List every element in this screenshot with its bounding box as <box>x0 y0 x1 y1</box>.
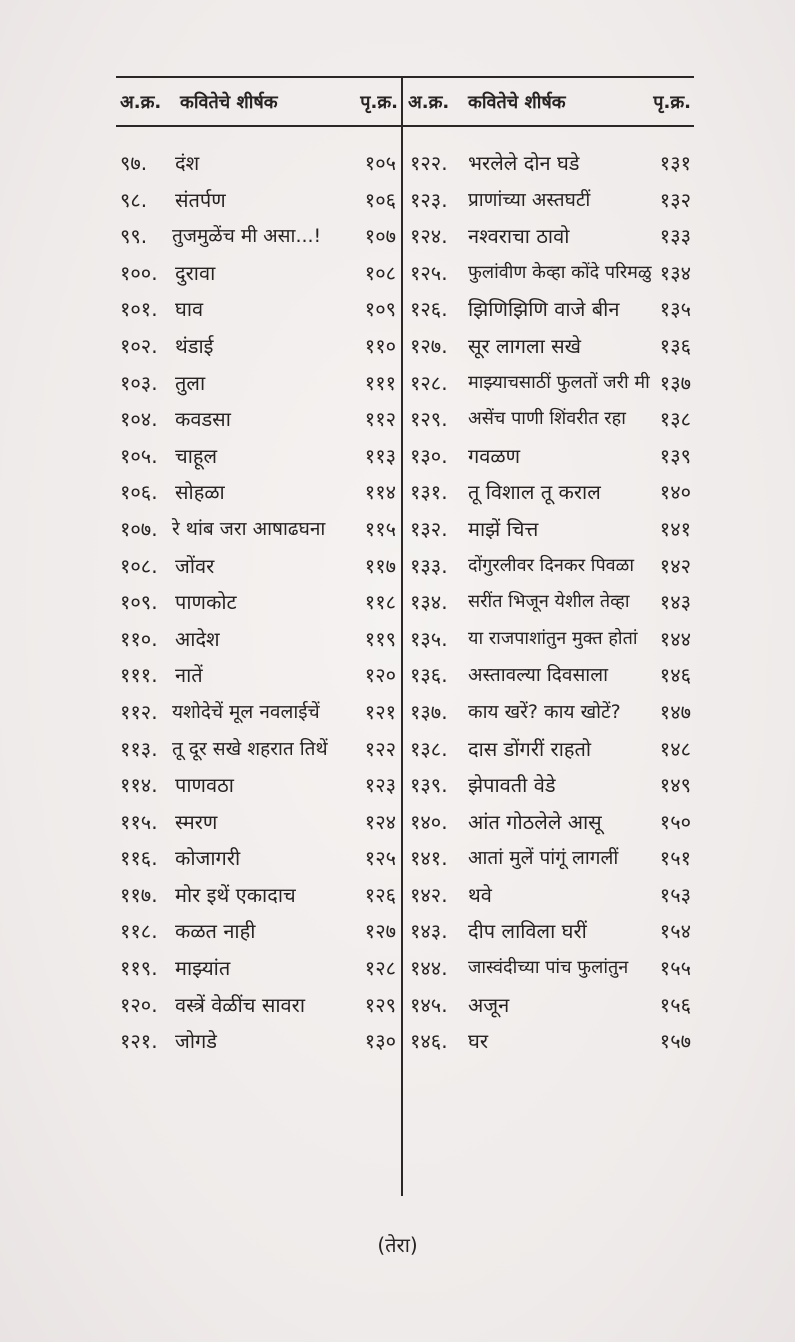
contents-entry <box>410 474 691 511</box>
contents-entry <box>410 694 691 731</box>
entry-serial-number: ९७. <box>120 151 148 175</box>
contents-entry <box>410 877 691 914</box>
entry-poem-title: काय खरें? काय खोटें? <box>468 700 621 723</box>
entry-serial-number: १४१. <box>410 846 448 871</box>
entry-poem-title: झिणिझिणि वाजे बीन <box>468 297 620 322</box>
contents-entry <box>120 584 396 621</box>
entry-page-number: १४२ <box>659 553 691 578</box>
entry-poem-title: माझ्यांत <box>175 956 231 981</box>
entry-poem-title: तू दूर सखे शहरात तिथें <box>172 737 328 760</box>
contents-entry <box>120 767 396 804</box>
entry-page-number: १२७ <box>364 919 396 944</box>
entry-poem-title: पाणवठा <box>175 773 234 798</box>
contents-entry <box>120 291 396 328</box>
contents-entry <box>120 804 396 841</box>
entry-page-number: १२३ <box>364 773 396 798</box>
entry-page-number: १३४ <box>659 260 691 285</box>
contents-entry <box>120 657 396 694</box>
column-divider <box>401 78 403 1196</box>
entry-poem-title: जास्वंदीच्या पांच फुलांतुन <box>468 957 629 979</box>
entry-poem-title: नश्वराचा ठावो <box>468 224 570 249</box>
contents-entry <box>410 731 691 768</box>
entry-page-number: १३५ <box>659 297 691 322</box>
entry-poem-title: जोंवर <box>175 553 215 578</box>
entry-page-number: १४६ <box>659 663 691 688</box>
contents-entry <box>120 840 396 877</box>
contents-entry <box>120 145 396 182</box>
entry-serial-number: १२०. <box>120 992 158 1017</box>
header-serial-label: अ.क्र. <box>408 92 450 113</box>
entry-page-number: १०८ <box>364 260 396 285</box>
entry-poem-title: तुजमुळेंच मी असा...! <box>172 225 322 248</box>
entry-page-number: १५३ <box>659 882 691 907</box>
contents-entry <box>410 328 691 365</box>
entry-page-number: १५० <box>659 809 691 834</box>
contents-entry <box>410 511 691 548</box>
entry-serial-number: ११२. <box>120 699 158 724</box>
entry-poem-title: चाहूल <box>175 443 218 468</box>
entry-poem-title: नातें <box>175 663 203 688</box>
entry-serial-number: १४२. <box>410 882 448 907</box>
entry-poem-title: कोजागरी <box>175 846 241 871</box>
entry-page-number: १४७ <box>659 699 691 724</box>
entry-serial-number: १०४. <box>120 407 158 432</box>
contents-entry <box>410 913 691 950</box>
entry-poem-title: असेंच पाणी शिंवरीत रहा <box>468 408 626 430</box>
entry-page-number: १०५ <box>364 151 396 175</box>
entry-poem-title: कळत नाही <box>175 919 256 944</box>
contents-entry <box>410 1023 691 1060</box>
entry-poem-title: वस्त्रें वेळींच सावरा <box>175 992 306 1017</box>
entry-page-number: १२६ <box>364 882 396 907</box>
entry-poem-title: आतां मुलें पांगूं लागलीं <box>468 847 619 870</box>
contents-entry <box>410 548 691 585</box>
entry-page-number: ११४ <box>364 480 396 505</box>
entry-serial-number: ११९. <box>120 956 158 981</box>
entry-page-number: १३० <box>364 1029 396 1054</box>
entry-serial-number: १०५. <box>120 443 158 468</box>
entry-page-number: ११९ <box>364 626 396 651</box>
contents-entry <box>120 438 396 475</box>
entry-page-number: १४१ <box>659 516 691 541</box>
entry-serial-number: १२८. <box>410 370 448 395</box>
entry-serial-number: १४६. <box>410 1029 448 1054</box>
entry-poem-title: सरींत भिजून येशील तेव्हा <box>468 591 630 613</box>
entry-poem-title: आदेश <box>175 626 220 651</box>
entry-serial-number: ११३. <box>120 736 158 761</box>
entry-serial-number: ११७. <box>120 882 158 907</box>
entry-page-number: १५१ <box>659 846 691 871</box>
entry-serial-number: ११४. <box>120 773 158 798</box>
contents-entry <box>120 365 396 402</box>
header-title-label: कवितेचे शीर्षक <box>468 92 566 113</box>
entry-page-number: १२५ <box>364 846 396 871</box>
entry-page-number: १११ <box>364 370 396 395</box>
entry-serial-number: १२७. <box>410 333 448 358</box>
entry-serial-number: १०८. <box>120 553 158 578</box>
page-number: (तेरा) <box>377 1233 418 1257</box>
entry-poem-title: या राजपाशांतुन मुक्त होतां <box>468 627 638 649</box>
contents-entry <box>120 255 396 292</box>
entry-poem-title: तू विशाल तू कराल <box>468 480 601 505</box>
entry-page-number: १२४ <box>364 809 396 834</box>
contents-entry <box>120 694 396 731</box>
entry-serial-number: १३१. <box>410 480 448 505</box>
entry-serial-number: १०३. <box>120 370 158 395</box>
entry-page-number: १३१ <box>659 151 691 175</box>
entry-serial-number: १२२. <box>410 151 448 175</box>
entry-poem-title: दोंगुरलीवर दिनकर पिवळा <box>468 554 635 576</box>
contents-entry <box>410 291 691 328</box>
entry-poem-title: तुला <box>175 370 206 395</box>
entry-poem-title: कवडसा <box>175 407 231 432</box>
entry-poem-title: भरलेले दोन घडे <box>468 151 580 175</box>
entry-serial-number: १३९. <box>410 773 448 798</box>
contents-entry <box>410 365 691 402</box>
contents-entry <box>120 1023 396 1060</box>
entry-page-number: १५६ <box>659 992 691 1017</box>
header-serial-label: अ.क्र. <box>120 92 162 113</box>
entry-poem-title: माझ्याचसाठीं फुलतों जरी मी <box>468 371 650 393</box>
entry-page-number: ११५ <box>364 516 396 541</box>
contents-entry <box>120 474 396 511</box>
entry-page-number: १४० <box>659 480 691 505</box>
entry-page-number: १२१ <box>364 699 396 724</box>
entry-serial-number: १२४. <box>410 224 448 249</box>
entry-poem-title: संतर्पण <box>175 187 226 212</box>
entry-poem-title: जोगडे <box>175 1029 217 1054</box>
contents-entry <box>120 401 396 438</box>
entry-serial-number: १४४. <box>410 956 448 981</box>
contents-entry <box>410 438 691 475</box>
entry-serial-number: १३७. <box>410 699 448 724</box>
contents-entry <box>120 328 396 365</box>
entry-poem-title: गवळण <box>468 443 521 468</box>
entry-serial-number: १४५. <box>410 992 448 1017</box>
entry-serial-number: १११. <box>120 663 158 688</box>
entry-poem-title: दुरावा <box>175 260 216 285</box>
entry-poem-title: यशोदेचें मूल नवलाईचें <box>172 700 320 723</box>
entry-serial-number: १००. <box>120 260 158 285</box>
entry-poem-title: थवे <box>468 882 492 907</box>
entry-page-number: १३६ <box>659 333 691 358</box>
contents-entry <box>120 950 396 987</box>
contents-entry <box>410 401 691 438</box>
entry-poem-title: झेपावती वेडे <box>468 773 556 798</box>
entry-page-number: १३३ <box>659 224 691 249</box>
entry-serial-number: १३४. <box>410 590 448 615</box>
contents-entry <box>410 255 691 292</box>
left-contents-column <box>120 145 396 1060</box>
entry-serial-number: १२१. <box>120 1029 158 1054</box>
header-page-label: पृ.क्र. <box>360 92 398 113</box>
entry-page-number: ११० <box>364 333 396 358</box>
contents-entry <box>410 987 691 1024</box>
entry-serial-number: १४०. <box>410 809 448 834</box>
entry-poem-title: पाणकोट <box>175 590 237 615</box>
contents-entry <box>410 840 691 877</box>
entry-serial-number: १२६. <box>410 297 448 322</box>
contents-entry <box>120 511 396 548</box>
contents-entry <box>120 182 396 219</box>
entry-page-number: १३२ <box>659 187 691 212</box>
table-top-rule <box>116 76 694 78</box>
entry-serial-number: ९९. <box>120 224 148 249</box>
entry-page-number: १४८ <box>659 736 691 761</box>
entry-poem-title: स्मरण <box>175 809 218 834</box>
entry-serial-number: १४३. <box>410 919 448 944</box>
entry-poem-title: अजून <box>468 992 510 1017</box>
entry-page-number: १०६ <box>364 187 396 212</box>
entry-serial-number: १२३. <box>410 187 448 212</box>
entry-poem-title: प्राणांच्या अस्तघटीं <box>468 188 591 211</box>
entry-poem-title: दंश <box>175 151 200 175</box>
left-column-header <box>120 88 398 118</box>
entry-page-number: १३७ <box>659 370 691 395</box>
contents-entry <box>410 182 691 219</box>
contents-entry <box>410 657 691 694</box>
entry-page-number: १५५ <box>659 956 691 981</box>
entry-poem-title: रे थांब जरा आषाढघना <box>172 517 326 540</box>
contents-entry <box>120 218 396 255</box>
contents-entry <box>120 877 396 914</box>
entry-page-number: १०९ <box>364 297 396 322</box>
entry-serial-number: १३६. <box>410 663 448 688</box>
entry-poem-title: फुलांवीण केव्हा कोंदे परिमळु <box>468 261 652 283</box>
right-contents-column <box>410 145 691 1060</box>
entry-page-number: १२० <box>364 663 396 688</box>
entry-serial-number: १३८. <box>410 736 448 761</box>
entry-page-number: १४४ <box>659 626 691 651</box>
entry-poem-title: सूर लागला सखे <box>468 333 582 358</box>
entry-serial-number: १३०. <box>410 443 448 468</box>
entry-page-number: १५४ <box>659 919 691 944</box>
entry-page-number: ११२ <box>364 407 396 432</box>
contents-entry <box>410 584 691 621</box>
entry-serial-number: १२५. <box>410 260 448 285</box>
entry-page-number: १२२ <box>364 736 396 761</box>
contents-entry <box>120 548 396 585</box>
entry-poem-title: घाव <box>175 297 204 322</box>
contents-entry <box>410 621 691 658</box>
entry-serial-number: १२९. <box>410 407 448 432</box>
entry-serial-number: १३५. <box>410 626 448 651</box>
entry-page-number: ११८ <box>364 590 396 615</box>
entry-page-number: ११७ <box>364 553 396 578</box>
entry-serial-number: ११८. <box>120 919 158 944</box>
entry-poem-title: मोर इथें एकादाच <box>175 882 296 907</box>
entry-serial-number: ११६. <box>120 846 158 871</box>
contents-entry <box>410 950 691 987</box>
entry-poem-title: आंत गोठलेले आसू <box>468 809 602 834</box>
contents-entry <box>410 804 691 841</box>
contents-entry <box>120 987 396 1024</box>
entry-poem-title: अस्तावल्या दिवसाला <box>468 664 609 687</box>
entry-page-number: १४९ <box>659 773 691 798</box>
entry-serial-number: ९८. <box>120 187 148 212</box>
contents-entry <box>410 145 691 182</box>
entry-page-number: १२९ <box>364 992 396 1017</box>
entry-poem-title: सोहळा <box>175 480 225 505</box>
table-header-rule <box>116 125 694 127</box>
entry-page-number: १४३ <box>659 590 691 615</box>
entry-serial-number: १०२. <box>120 333 158 358</box>
contents-entry <box>410 767 691 804</box>
entry-serial-number: ११०. <box>120 626 158 651</box>
entry-serial-number: १०६. <box>120 480 158 505</box>
contents-entry <box>120 731 396 768</box>
entry-page-number: १५७ <box>659 1029 691 1054</box>
entry-poem-title: दीप लाविला घरीं <box>468 919 587 944</box>
entry-serial-number: १०७. <box>120 516 158 541</box>
entry-serial-number: ११५. <box>120 809 158 834</box>
entry-serial-number: १३२. <box>410 516 448 541</box>
entry-serial-number: १३३. <box>410 553 448 578</box>
header-page-label: पृ.क्र. <box>653 92 691 113</box>
entry-serial-number: १०९. <box>120 590 158 615</box>
entry-page-number: ११३ <box>364 443 396 468</box>
entry-poem-title: थंडाई <box>175 333 214 358</box>
entry-poem-title: माझें चित्त <box>468 516 539 541</box>
header-title-label: कवितेचे शीर्षक <box>180 92 278 113</box>
right-column-header <box>408 88 691 118</box>
entry-poem-title: दास डोंगरीं राहतो <box>468 736 592 761</box>
entry-serial-number: १०१. <box>120 297 158 322</box>
entry-poem-title: घर <box>468 1029 488 1054</box>
entry-page-number: १२८ <box>364 956 396 981</box>
entry-page-number: १०७ <box>364 224 396 249</box>
entry-page-number: १३९ <box>659 443 691 468</box>
entry-page-number: १३८ <box>659 407 691 432</box>
contents-entry <box>120 621 396 658</box>
contents-entry <box>410 218 691 255</box>
contents-entry <box>120 913 396 950</box>
